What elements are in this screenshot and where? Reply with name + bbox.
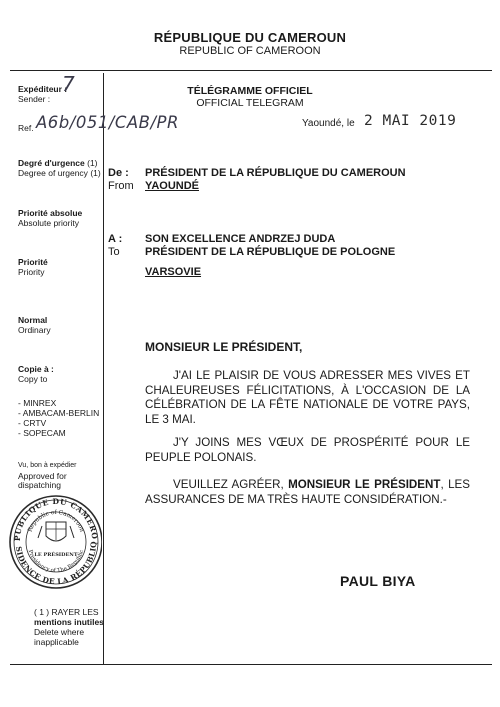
urgency-label-en [18, 168, 101, 178]
paragraph-3-bold: MONSIEUR LE PRÉSIDENT [288, 478, 441, 491]
country-title-fr: RÉPUBLIQUE DU CAMEROUN [153, 30, 347, 45]
to-label-en: To [108, 246, 120, 258]
copy-to-fr: Copie à : [18, 364, 54, 374]
ref-handwritten: A6b/051/CAB/PR [36, 113, 179, 132]
sidebar-divider [103, 73, 104, 665]
normal-fr: Normal [18, 315, 48, 325]
bottom-rule [10, 664, 492, 665]
telegram-subtitle: OFFICIAL TELEGRAM [196, 97, 304, 109]
footnote-line1: ( 1 ) RAYER LES [34, 607, 99, 617]
from-line2: YAOUNDÉ [145, 180, 199, 192]
paragraph-3-start: VEUILLEZ AGRÉER, [173, 478, 289, 491]
copy-to-en: Copy to [18, 374, 48, 384]
approved-fr: Vu, bon à expédier [18, 462, 77, 469]
top-rule [10, 70, 492, 71]
sender-handwritten: 7 [62, 72, 75, 96]
to-line3: VARSOVIE [145, 266, 202, 278]
sender-label-fr: Expéditeur : [18, 84, 68, 94]
footnote-line3: Delete where [34, 627, 85, 637]
urgency-label-fr [18, 158, 98, 168]
urgency-fr-text: Degré d'urgence [18, 158, 85, 168]
approved-en-1: Approved for [18, 471, 67, 481]
to-line1: SON EXCELLENCE ANDRZEJ DUDA [145, 233, 336, 245]
absolute-priority-en: Absolute priority [18, 218, 79, 228]
seal-inner-bottom: Presidency of The Republic [26, 549, 86, 575]
seal-inner-top: Republic of Cameroon [27, 509, 85, 534]
approved-en-2: dispatching [18, 480, 62, 490]
urgency-en-text: Degree of urgency [18, 168, 88, 178]
to-label-fr: A : [108, 233, 123, 245]
place-date-label: Yaoundé, le [302, 118, 355, 129]
priority-fr: Priorité [18, 257, 48, 267]
country-title-en: REPUBLIC OF CAMEROON [179, 45, 321, 57]
footnote-line2: mentions inutiles [34, 617, 104, 627]
copy-item-minrex: - MINREX [18, 398, 57, 408]
copy-item-crtv: - CRTV [18, 418, 47, 428]
absolute-priority-fr: Priorité absolue [18, 208, 83, 218]
copy-item-sopecam: - SOPECAM [18, 428, 66, 438]
urgency-fr-note: (1) [87, 158, 98, 168]
signature-name: PAUL BIYA [340, 573, 416, 589]
paragraph-1: J'AI LE PLAISIR DE VOUS ADRESSER MES VIVES ET CHALEUREUSES FÉLICITATIONS, À L'OCCASION DE LA CÉLÉBRATION DE LA FÊTE NATIONALE DE VOTRE PAYS, LE 3 MAI. [145, 369, 470, 426]
telegram-title: TÉLÉGRAMME OFFICIEL [187, 85, 313, 97]
presidential-seal [6, 482, 102, 619]
seal-graphic [6, 482, 102, 614]
normal-en: Ordinary [18, 325, 51, 335]
footnote-line4: inapplicable [34, 637, 79, 647]
seal-center-text: LE PRÉSIDENT [34, 552, 78, 558]
salutation: MONSIEUR LE PRÉSIDENT, [145, 340, 303, 354]
copy-item-ambacam: - AMBACAM-BERLIN [18, 408, 100, 418]
from-label-fr: De : [108, 167, 129, 179]
ref-label: Ref. [18, 123, 34, 133]
priority-en: Priority [18, 267, 45, 277]
from-line1: PRÉSIDENT DE LA RÉPUBLIQUE DU CAMEROUN [145, 167, 406, 179]
from-label-en: From [108, 180, 134, 192]
paragraph-2: J'Y JOINS MES VŒUX DE PROSPÉRITÉ POUR LE PEUPLE POLONAIS. [145, 436, 470, 464]
paragraph-3 [145, 478, 470, 507]
date-stamp: 2 MAI 2019 [364, 113, 457, 129]
sender-label-en: Sender : [18, 94, 51, 104]
seal-outer-bottom: SIDENCE DE LA RÉPUBLIQ [14, 540, 99, 587]
seal-outer-top: PUBLIQUE DU CAMERO [12, 496, 100, 542]
to-line2: PRÉSIDENT DE LA RÉPUBLIQUE DE POLOGNE [145, 246, 396, 258]
paragraph-3-end: , LES ASSURANCES DE MA TRÈS HAUTE CONSIDÉRATION.- [145, 478, 470, 506]
urgency-en-note: (1) [90, 168, 101, 178]
